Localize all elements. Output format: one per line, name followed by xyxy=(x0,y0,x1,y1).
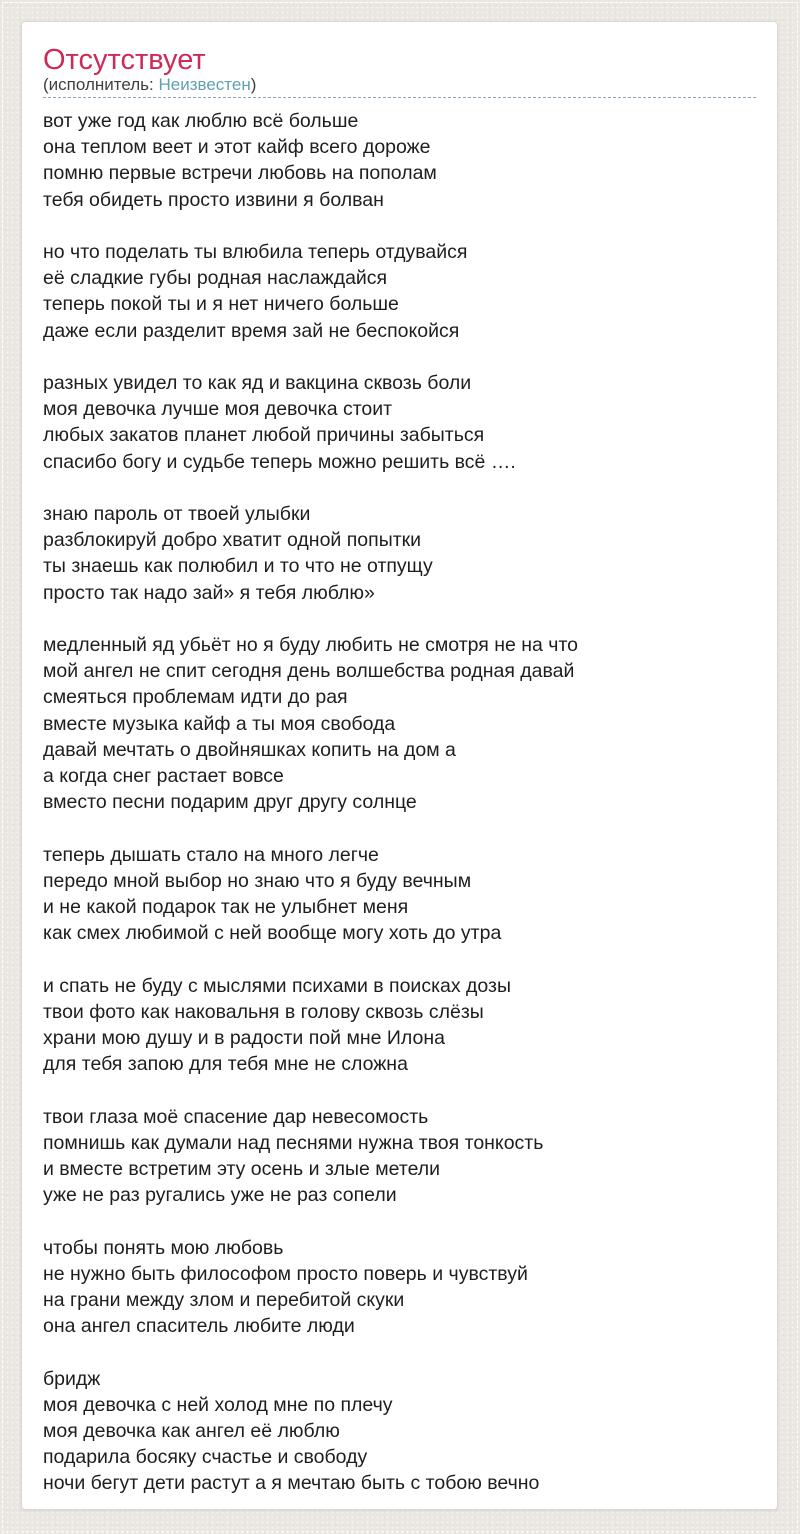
lyric-line: передо мной выбор но знаю что я буду вечным xyxy=(43,869,472,892)
lyrics-text xyxy=(43,108,756,1497)
stanza xyxy=(43,239,756,344)
song-title: Отсутствует xyxy=(43,44,206,76)
lyric-line: теперь дышать стало на много легче xyxy=(43,843,379,866)
lyric-line: уже не раз ругались уже не раз сопели xyxy=(43,1184,397,1207)
artist-link[interactable]: Неизвестен xyxy=(158,75,251,94)
lyric-line: давай мечтать о двойняшках копить на дом а xyxy=(43,738,456,761)
lyric-line: и не какой подарок так не улыбнет меня xyxy=(43,896,409,919)
lyric-line: на грани между злом и перебитой скуки xyxy=(43,1289,405,1312)
lyric-line: знаю пароль от твоей улыбки xyxy=(43,503,311,525)
lyric-line: для тебя запою для тебя мне не сложна xyxy=(43,1053,408,1076)
lyric-line: подарила босяку счастье и свободу xyxy=(43,1446,368,1469)
lyric-line: а когда снег растает вовсе xyxy=(43,765,284,788)
lyric-line: даже если разделит время зай не беспокойся xyxy=(43,319,460,342)
lyric-line: моя девочка лучше моя девочка стоит xyxy=(43,398,393,421)
lyric-line: ты знаешь как полюбил и то что не отпущу xyxy=(43,555,433,578)
lyric-line: просто так надо зай» я тебя люблю» xyxy=(43,581,375,604)
lyric-line: помнишь как думали над песнями нужна твоя тонкость xyxy=(43,1131,544,1154)
lyric-line: мой ангел не спит сегодня день волшебства родная давай xyxy=(43,660,575,683)
lyric-line: любых закатов планет любой причины забыться xyxy=(43,424,485,447)
lyric-line: твои глаза моё спасение дар невесомость xyxy=(43,1105,429,1128)
lyric-line: твои фото как наковальня в голову сквозь слёзы xyxy=(43,1000,484,1023)
lyric-line: и вместе встретим эту осень и злые метели xyxy=(43,1158,441,1181)
stanza xyxy=(43,973,756,1078)
lyric-line: разблокируй добро хватит одной попытки xyxy=(43,529,422,552)
stanza xyxy=(43,1104,756,1209)
lyric-line: тебя обидеть просто извини я болван xyxy=(43,188,384,211)
lyric-line: вот уже год как люблю всё больше xyxy=(43,110,359,132)
stanza xyxy=(43,108,756,213)
artist-label-prefix: (исполнитель: xyxy=(43,75,159,94)
lyric-line: моя девочка как ангел её люблю xyxy=(43,1420,340,1443)
stanza xyxy=(43,501,756,606)
lyric-line: помню первые встречи любовь на пополам xyxy=(43,162,437,185)
content-card xyxy=(21,21,778,1510)
lyric-line: медленный яд убьёт но я буду любить не смотря не на что xyxy=(43,634,579,656)
artist-label-suffix: ) xyxy=(250,75,257,94)
lyric-line: смеяться проблемам идти до рая xyxy=(43,686,348,709)
lyric-line: бридж xyxy=(43,1367,101,1390)
lyric-line: она ангел спаситель любите люди xyxy=(43,1315,355,1338)
lyric-line: и спать не буду с мыслями психами в поисках дозы xyxy=(43,974,512,997)
stanza xyxy=(43,1366,756,1497)
lyric-line: вместе музыка кайф а ты моя свобода xyxy=(43,712,396,735)
lyric-line: чтобы понять мою любовь xyxy=(43,1236,284,1259)
stanza xyxy=(43,842,756,947)
lyric-line: не нужно быть философом просто поверь и чувствуй xyxy=(43,1262,528,1285)
artist-line xyxy=(43,76,756,94)
stanza xyxy=(43,370,756,475)
lyric-line: её сладкие губы родная наслаждайся xyxy=(43,267,388,290)
lyric-line: но что поделать ты влюбила теперь отдувайся xyxy=(43,241,468,263)
lyric-line: храни мою душу и в радости пой мне Илона xyxy=(43,1027,445,1050)
stanza xyxy=(43,632,756,815)
lyric-line: как смех любимой с ней вообще могу хоть до утра xyxy=(43,922,502,945)
lyric-line: моя девочка с ней холод мне по плечу xyxy=(43,1393,393,1416)
lyric-line: вместо песни подарим друг другу солнце xyxy=(43,791,417,814)
stanza xyxy=(43,1235,756,1340)
lyric-line: разных увидел то как яд и вакцина сквозь боли xyxy=(43,372,472,394)
lyric-line: спасибо богу и судьбе теперь можно решить всё …. xyxy=(43,450,516,473)
lyric-line: ночи бегут дети растут а я мечтаю быть с тобою вечно xyxy=(43,1472,540,1495)
song-header xyxy=(43,46,756,98)
lyric-line: она теплом веет и этот кайф всего дороже xyxy=(43,136,431,159)
lyric-line: теперь покой ты и я нет ничего больше xyxy=(43,293,399,316)
